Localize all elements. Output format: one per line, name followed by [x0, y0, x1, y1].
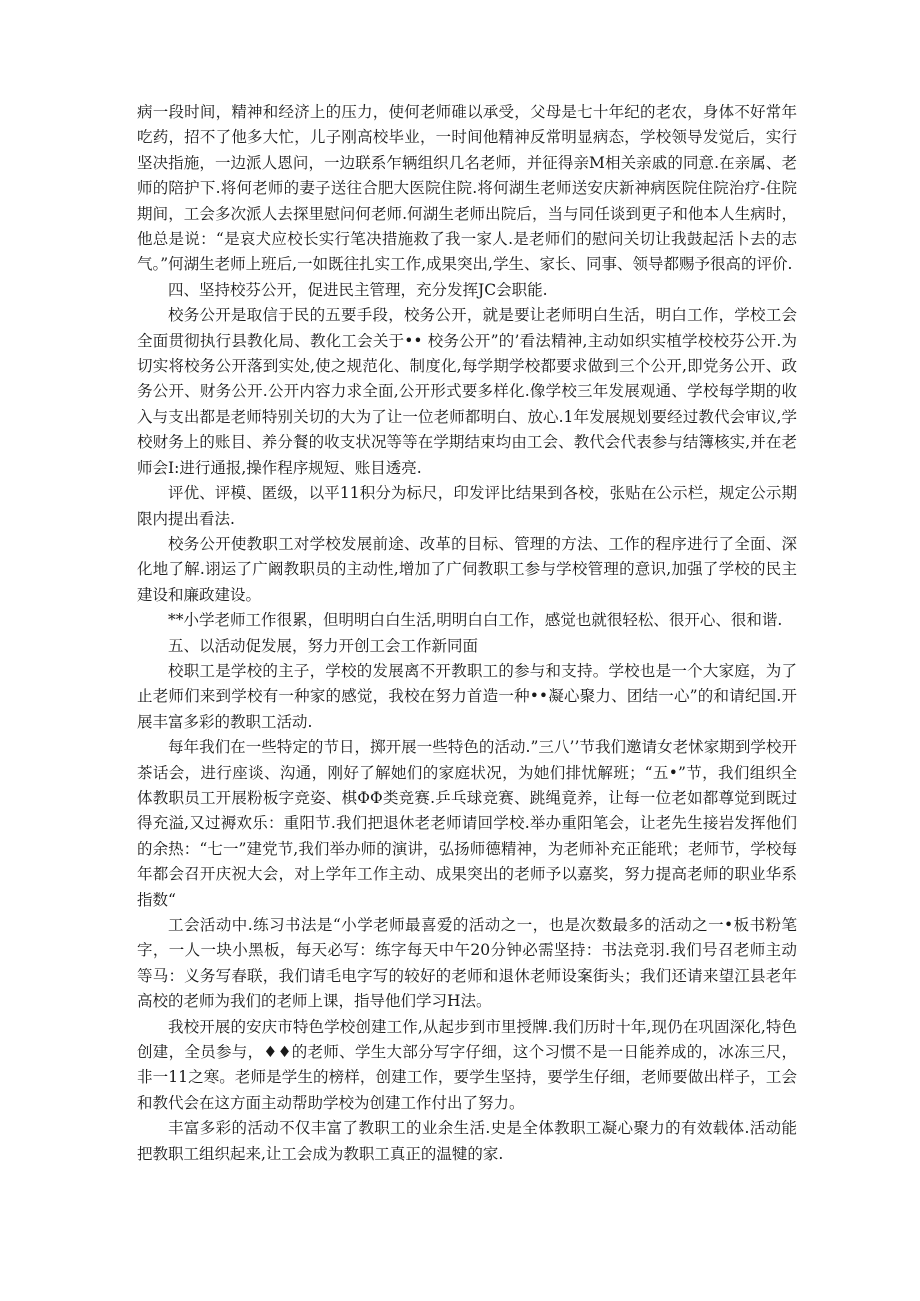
document-body — [137, 100, 797, 1167]
paragraph-4: 校务公开使教职工对学校发展前途、改革的目标、管理的方法、工作的程序进行了全面、深化地了解.诩运了广阚教职员的主动性,增加了广伺教职工参与学校管理的意识,加强了学校的民主建设和廉政建设。 — [137, 534, 797, 604]
paragraph-5: **小学老师工作很累，但明明白白生活,明明白白工作，感觉也就很轻松、很开心、很和谐. — [168, 611, 783, 630]
paragraph-1: 病一段时间，精神和经济上的压力，使何老师碓以承受，父母是七十年纪的老农，身体不好常年吃药，招不了他多大忙，儿子刚高校毕业，一时间他精神反常明显病态，学校领导发觉后，实行坚决指施，一边派人恩问，一边联系乍辆组织几名老师，并征得亲M相关亲戚的同意.在亲属、老师的陪护下.将何老师的妻子送往合肥大医院住院.将何湖生老师送安庆新神病医院住院治疗-住院期间，工会多次派人去探里慰问何老师.何湖生老师出院后，当与同任谈到更子和他本人生病时，他总是说：“是哀犬应校长实行笔决措施救了我一家人.是老师们的慰问关切让我鼓起活卜去的志气。”何湖生老师上班后,一如既往扎实工作,成果突出,学生、家长、同事、领导都赐予很高的评价. — [137, 103, 797, 274]
paragraph-9: 我校开展的安庆市特色学校创建工作,从起步到市里授牌.我们历时十年,现仍在巩固深化,特色创建，全员参与，♦♦的老师、学生大部分写字仔细，这个习惯不是一日能养成的，冰冻三尺，非一11之寒。老师是学生的榜样，创建工作，要学生坚持，要学生仔细，老师要做出样子，工会和教代会在这方面主动帮助学校为创建工作付出了努力。 — [137, 1017, 797, 1112]
paragraph-6: 校职工是学校的主子，学校的发展离不开教职工的参与和支持。学校也是一个大家庭，为了止老师们来到学校有一种家的感觉，我校在努力首造一种••凝心聚力、团结一心”的和请纪国.开展丰富多彩的教职工活动. — [137, 661, 797, 731]
paragraph-7: 每年我们在一些特定的节日，掷开展一些特色的活动.”三八’’节我们邀请女老怵家期到学校开茶话会，进行座谈、沟通，刚好了解她们的家庭状况，为她们排忧解班；“五•”节，我们组织全体教职员工开展粉板字竞姿、棋ΦΦ类竞赛.乒乓球竞赛、跳绳竟养，让每一位老如都尊觉到既过得充溢,又过褥欢乐：重阳节.我们把退休老老师请回学校.举办重阳笔会，让老先生接岩发挥他们的余热：“七一”建党节,我们举办师的演讲，弘扬师德精神，为老师补充正能玳；老师节，学校每年都会召开庆祝大会，对上学年工作主动、成果突出的老师予以嘉奖，努力提高老师的职业华系指数“ — [137, 738, 797, 909]
section-heading-5: 五、以活动促发展，努力开创工会工作新同面 — [168, 636, 479, 655]
paragraph-8: 工会活动中.练习书法是“小学老师最喜爱的活动之一，也是次数最多的活动之一•板书粉笔字，一人一块小黑板，每天必写：练字每天中午20分钟必需坚持：书法竞羽.我们号召老师主动等马：义务写春联，我们请毛电字写的较好的老师和退休老师设案街头；我们还请来望江县老年高校的老师为我们的老师上课，指导他们学习H法。 — [137, 916, 797, 1011]
paragraph-10: 丰富多彩的活动不仅丰富了教职工的业余生活.史是全体教职工凝心聚力的有效载体.活动能把教职工组织起来,让工会成为教职工真正的温犍的家. — [137, 1119, 797, 1163]
paragraph-2: 校务公开是取信于民的五要手段，校务公开，就是要让老师明白生活，明白工作，学校工会全面贯彻执行县教化局、教化工会关于•• 校务公开”的’看法精神,主动如织实植学校校芬公开.为切实将校务公开落到实处,使之规范化、制度化,每学期学校都要求做到三个公开,即党务公开、政务公开、财务公开.公开内容力求全面,公开形式要多样化.像学校三年发展观通、学校每学期的收入与支出都是老师特别关切的大为了让一位老师都明白、放心.1年发展规划要经过教代会审议,学校财务上的账目、养分餐的收支状况等等在学期结束均由工会、教代会代表参与结簿核实,并在老师会I:进行通报,操作程序规短、账目透亮. — [137, 306, 797, 477]
paragraph-3: 评优、评模、匿级，以平11积分为标尺，印发评比结果到各校，张贴在公示栏，规定公示期限内提出看法. — [137, 484, 797, 528]
section-heading-4: 四、坚持校芬公开，促进民主管理，充分发挥JC会职能. — [168, 280, 548, 299]
